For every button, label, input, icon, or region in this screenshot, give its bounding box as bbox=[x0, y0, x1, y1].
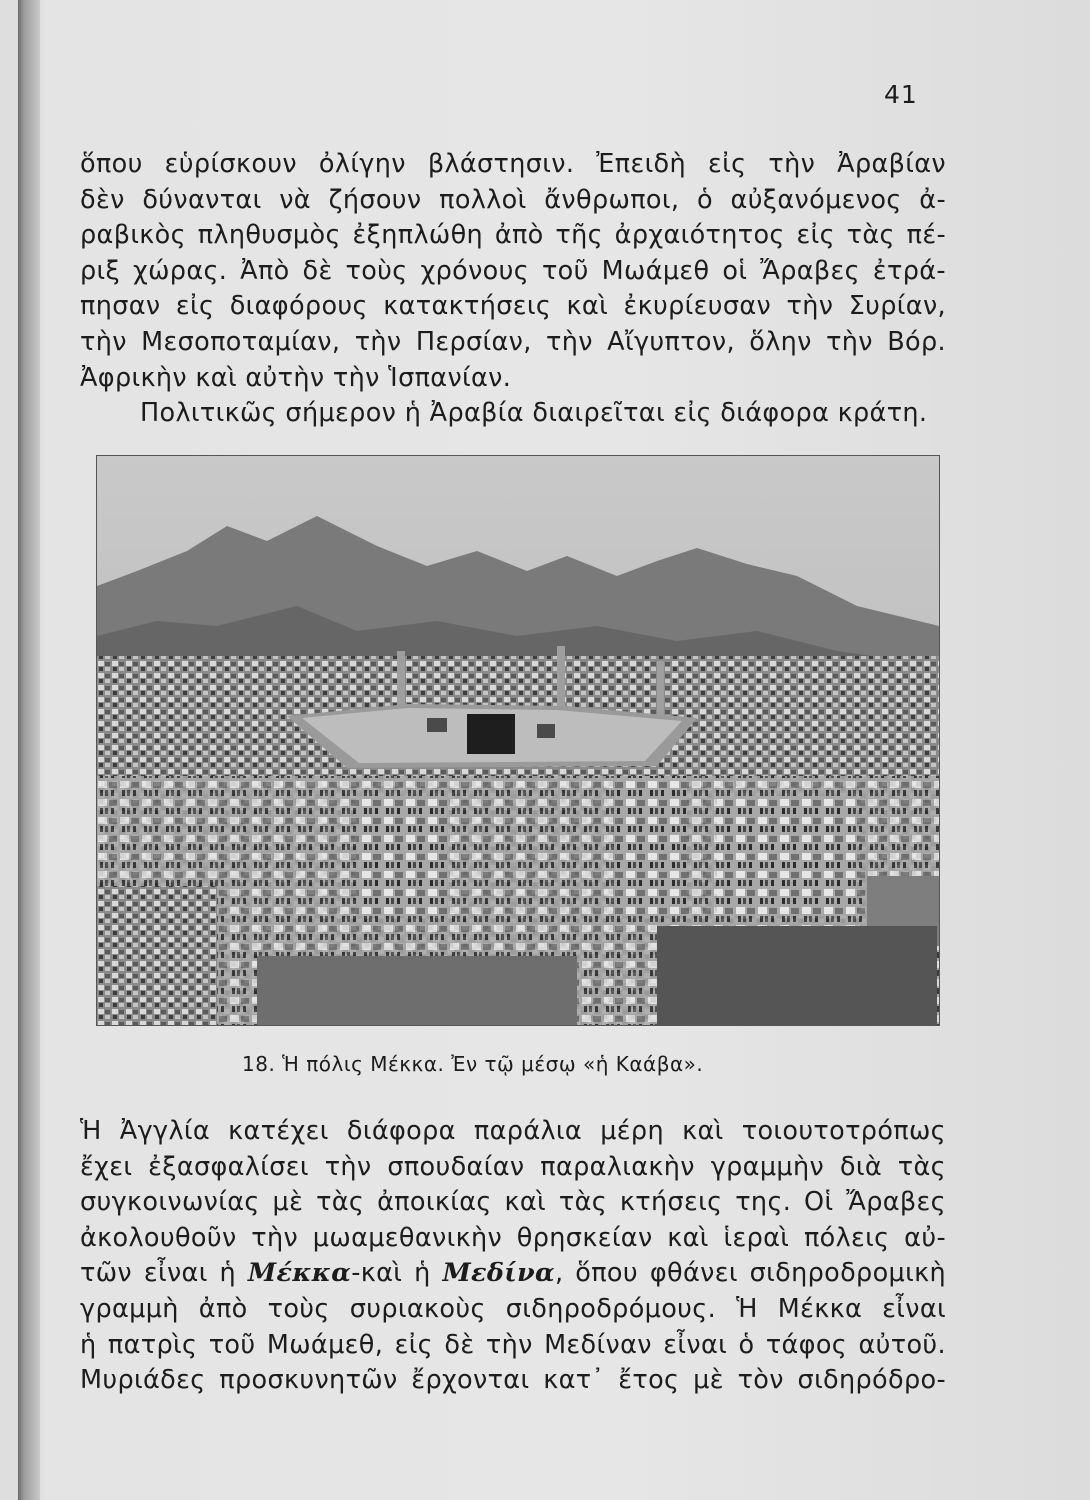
text-fragment: -καὶ ἡ bbox=[351, 1258, 443, 1289]
text-line: ραβικὸς πληθυσμὸς ἐξηπλώθη ἀπὸ τῆς ἀρχαιότητος εἰς τὰς πέ- bbox=[80, 220, 946, 251]
text-line: ἔχει ἐξασφαλίσει τὴν σπουδαίαν παραλιακὴν γραμμὴν διὰ τὰς bbox=[80, 1151, 946, 1182]
paragraph-2 bbox=[80, 1114, 946, 1399]
text-fragment: τῶν εἶναι ἡ bbox=[80, 1258, 248, 1289]
book-spine-shadow bbox=[18, 0, 40, 1500]
text-line: Πολιτικῶς σήμερον ἡ Ἀραβία διαιρεῖται εἰς διάφορα κράτη. bbox=[140, 398, 928, 429]
mecca-photograph bbox=[96, 455, 940, 1026]
text-line: ὅπου εὑρίσκουν ὀλίγην βλάστησιν. Ἐπειδὴ εἰς τὴν Ἀραβίαν bbox=[80, 149, 946, 179]
text-line: ἡ πατρὶς τοῦ Μωάμεθ, εἰς δὲ τὴν Μεδίναν εἶναι ὁ τάφος αὐτοῦ. bbox=[80, 1329, 946, 1360]
page-number: 41 bbox=[884, 80, 918, 109]
text-line: ἀκολουθοῦν τὴν μωαμεθανικὴν θρησκείαν καὶ ἱεραὶ πόλεις αὐ- bbox=[80, 1222, 946, 1253]
city-medina: Μεδίνα bbox=[442, 1258, 555, 1289]
text-line: πησαν εἰς διαφόρους κατακτήσεις καὶ ἐκυρίευσαν τὴν Συρίαν, bbox=[80, 291, 946, 322]
paragraph-1 bbox=[80, 147, 946, 432]
text-line: συγκοινωνίας μὲ τὰς ἀποικίας καὶ τὰς κτήσεις της. Οἱ Ἄραβες bbox=[80, 1187, 946, 1218]
text-line: τὴν Μεσοποταμίαν, τὴν Περσίαν, τὴν Αἴγυπτον, ὅλην τὴν Βόρ. bbox=[80, 326, 946, 357]
mecca-photo-illustration bbox=[97, 456, 939, 1025]
text-line: δὲν δύνανται νὰ ζήσουν πολλοὶ ἄνθρωποι, ὁ αὐξανόμενος ἀ- bbox=[80, 184, 946, 215]
figure-caption: 18. Ἡ πόλις Μέκκα. Ἐν τῷ μέσῳ «ἡ Καάβα». bbox=[242, 1052, 704, 1076]
text-line: γραμμὴ ἀπὸ τοὺς συριακοὺς σιδηροδρόμους. Ἡ Μέκκα εἶναι bbox=[80, 1293, 946, 1324]
text-line: Μυριάδες προσκυνητῶν ἔρχονται κατ᾽ ἔτος μὲ τὸν σιδηρόδρο- bbox=[80, 1365, 946, 1396]
text-line: Ἀφρικὴν καὶ αὐτὴν τὴν Ἱσπανίαν. bbox=[80, 362, 512, 393]
text-fragment: , ὅπου φθάνει σιδηροδρομικὴ bbox=[554, 1258, 946, 1289]
text-line: Ἡ Ἀγγλία κατέχει διάφορα παράλια μέρη καὶ τοιουτοτρόπως bbox=[80, 1116, 946, 1146]
book-page bbox=[18, 0, 1090, 1500]
city-mecca: Μέκκα bbox=[247, 1258, 352, 1289]
text-line: ριξ χώρας. Ἀπὸ δὲ τοὺς χρόνους τοῦ Μωάμεθ οἱ Ἄραβες ἐτρά- bbox=[80, 255, 946, 286]
text-line-with-city-names bbox=[80, 1256, 946, 1292]
